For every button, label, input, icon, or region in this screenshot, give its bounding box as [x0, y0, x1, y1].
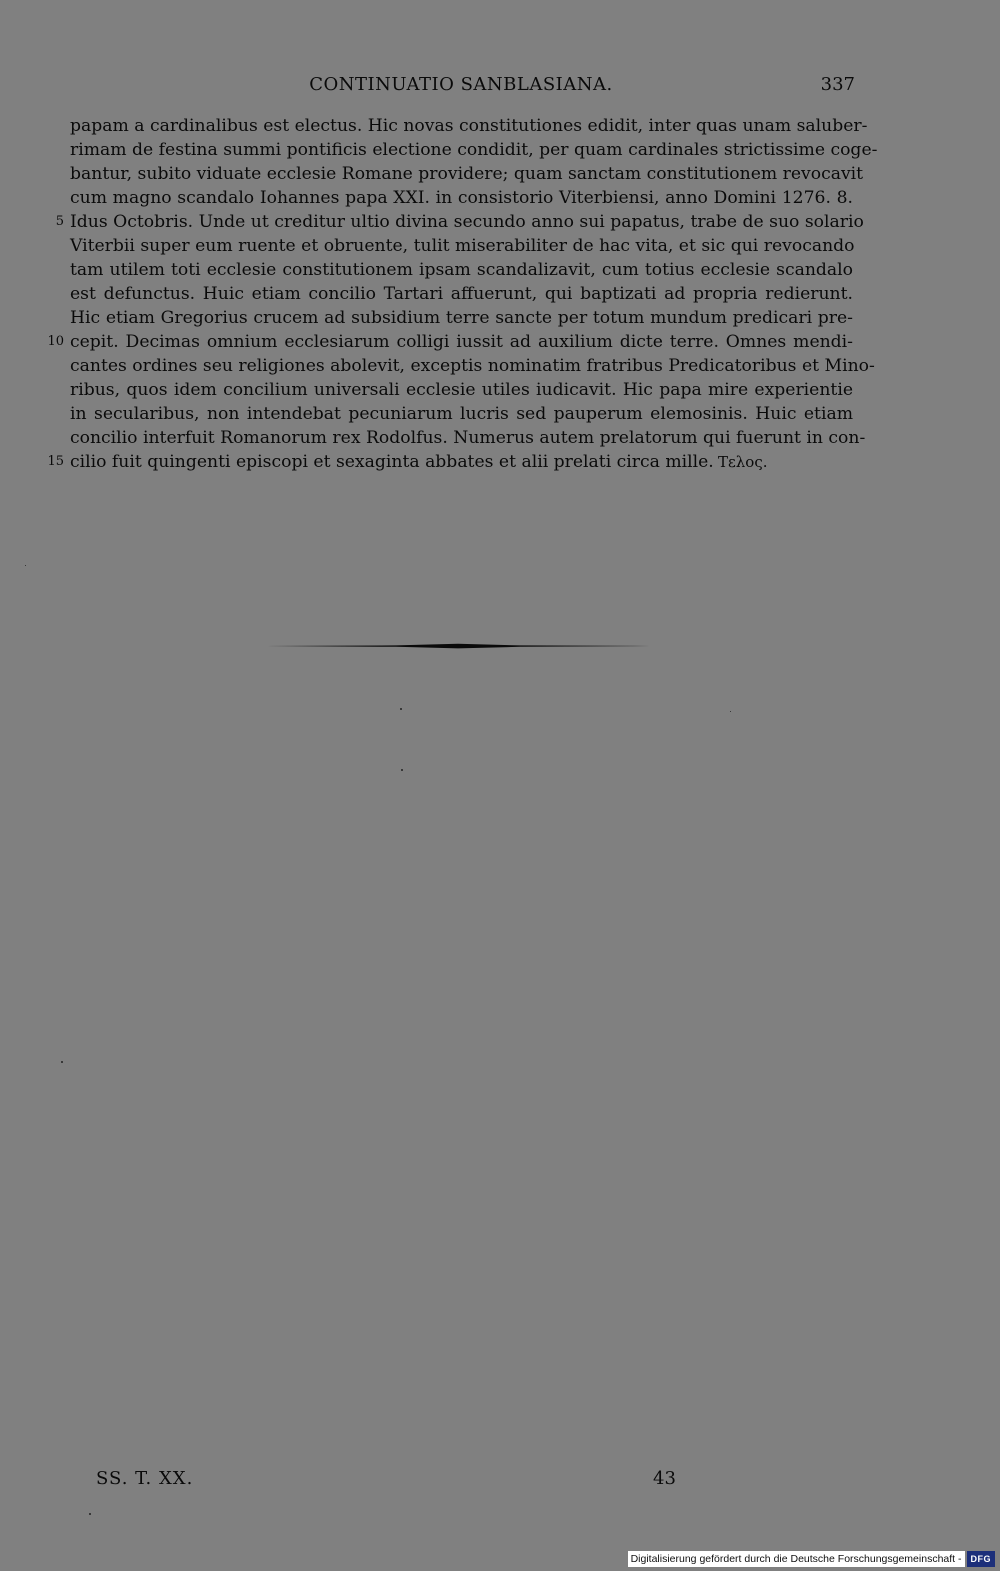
scan-speck: [730, 711, 731, 712]
text-line: [0, 258, 1000, 282]
text-line: [0, 450, 1000, 474]
line-text: tam utilem toti ecclesie constitutionem ipsam scandalizavit, cum totius ecclesie scandalo: [70, 260, 853, 280]
digitization-credit: [628, 1550, 995, 1568]
line-text: Idus Octobris. Unde ut creditur ultio divina secundo anno sui papatus, trabe de suo solario: [70, 212, 864, 232]
scan-speck: [89, 1513, 91, 1515]
text-line: [0, 282, 1000, 306]
footer-sheet-number: 43: [653, 1468, 676, 1489]
footer-signature: SS. T. XX.: [96, 1468, 194, 1489]
end-rule: [266, 643, 650, 649]
text-line: [0, 354, 1000, 378]
text-line: [0, 210, 1000, 234]
line-text: concilio interfuit Romanorum rex Rodolfus. Numerus autem prelatorum qui fuerunt in con-: [70, 428, 866, 448]
line-text: rimam de festina summi pontificis electione condidit, per quam cardinales strictissime coge-: [70, 140, 878, 160]
text-line: [0, 330, 1000, 354]
closing-word: Τελος.: [718, 453, 768, 471]
dfg-logo: DFG: [967, 1551, 996, 1567]
line-text: cilio fuit quingenti episcopi et sexaginta abbates et alii prelati circa mille.: [70, 452, 714, 472]
line-text: bantur, subito viduate ecclesie Romane providere; quam sanctam constitutionem revocavit: [70, 164, 864, 184]
line-number: 5: [55, 214, 64, 229]
text-line: [0, 162, 1000, 186]
text-line: [0, 234, 1000, 258]
scan-speck: [25, 565, 26, 566]
scan-speck: [400, 708, 402, 710]
text-line: [0, 426, 1000, 450]
scan-speck: [401, 769, 403, 771]
text-line: [0, 306, 1000, 330]
line-text: papam a cardinalibus est electus. Hic novas constitutiones edidit, inter quas unam saluber-: [70, 116, 868, 136]
line-text: cepit. Decimas omnium ecclesiarum colligi iussit ad auxilium dicte terre. Omnes mendi-: [70, 332, 853, 352]
running-head: [0, 72, 1000, 98]
line-number: 10: [47, 334, 64, 349]
line-number: 15: [47, 454, 64, 469]
running-title: CONTINUATIO SANBLASIANA.: [309, 74, 613, 95]
text-line: [0, 378, 1000, 402]
line-text: cum magno scandalo Iohannes papa XXI. in consistorio Viterbiensi, anno Domini 1276. 8.: [70, 188, 853, 208]
line-text: in secularibus, non intendebat pecuniarum lucris sed pauperum elemosinis. Huic etiam: [70, 404, 853, 424]
text-line: [0, 186, 1000, 210]
line-text: est defunctus. Huic etiam concilio Tartari affuerunt, qui baptizati ad propria redierunt.: [70, 284, 853, 304]
credit-text: Digitalisierung gefördert durch die Deutsche Forschungsgemeinschaft -: [628, 1551, 965, 1567]
line-text: Hic etiam Gregorius crucem ad subsidium terre sancte per totum mundum predicari pre-: [70, 308, 853, 328]
line-text: ribus, quos idem concilium universali ecclesie utiles iudicavit. Hic papa mire experientie: [70, 380, 853, 400]
text-line: [0, 402, 1000, 426]
text-line: [0, 114, 1000, 138]
line-text: cantes ordines seu religiones abolevit, exceptis nominatim fratribus Predicatoribus et Mino-: [70, 356, 875, 376]
page-number: 337: [820, 74, 855, 95]
text-line: [0, 138, 1000, 162]
scan-speck: [61, 1061, 63, 1063]
line-text: Viterbii super eum ruente et obruente, tulit miserabiliter de hac vita, et sic qui revocando: [70, 236, 855, 256]
text-block: [0, 114, 1000, 474]
